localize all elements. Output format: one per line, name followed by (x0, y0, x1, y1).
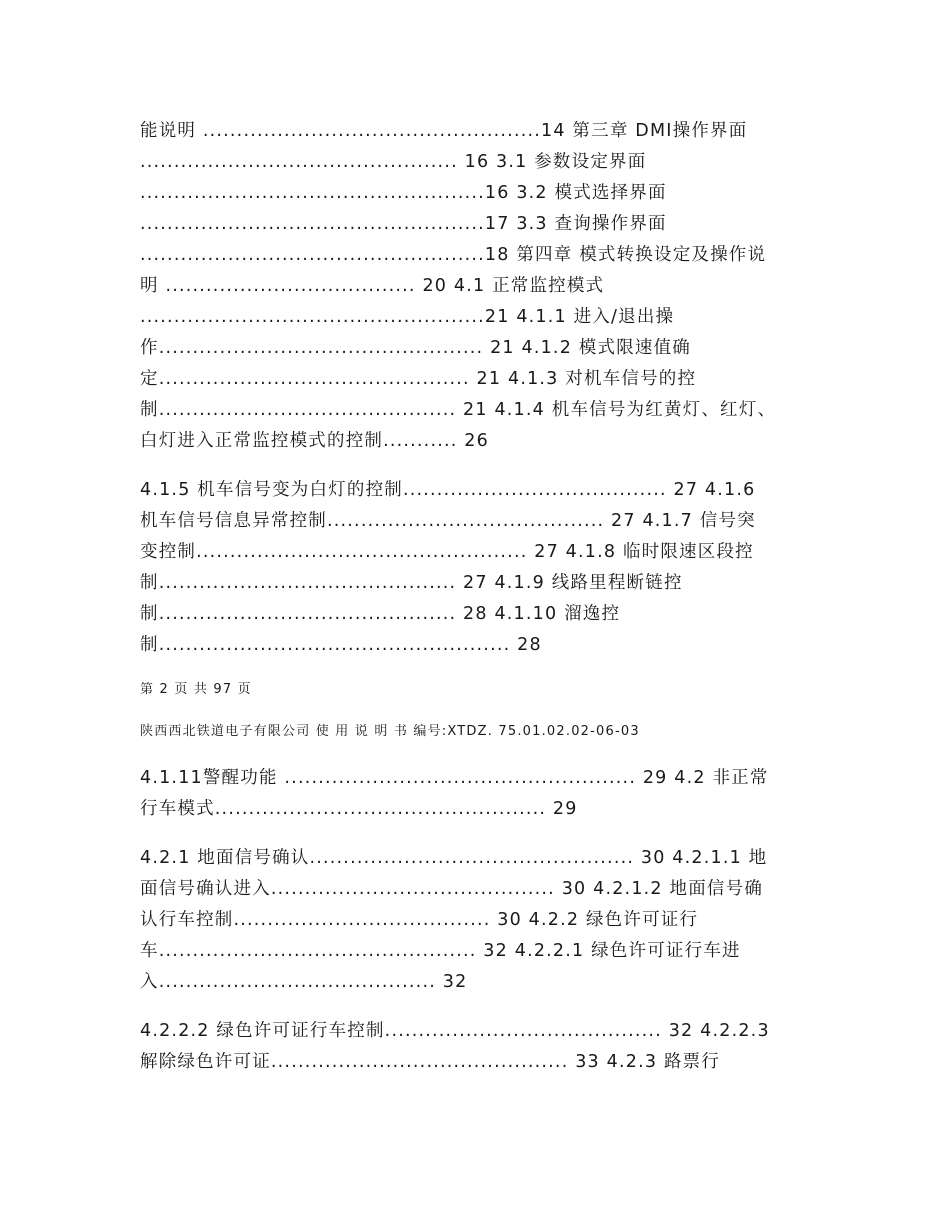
toc-line: 认行车控制...................................... 30 4.2.2 绿色许可证行 (140, 910, 699, 930)
toc-line: 能说明 ..................................................14 第三章 DMI操作界面 (140, 121, 748, 141)
page-number-footer: 第 2 页 共 97 页 (140, 682, 252, 697)
toc-block-3 (140, 763, 820, 825)
toc-line: 白灯进入正常监控模式的控制........... 26 (140, 431, 489, 451)
toc-line: ...................................................16 3.2 模式选择界面 (140, 183, 667, 203)
toc-line: 行车模式................................................. 29 (140, 799, 578, 819)
toc-line: 车............................................... 32 4.2.2.1 绿色许可证行车进 (140, 941, 741, 961)
toc-block-2 (140, 475, 820, 661)
toc-line: ............................................... 16 3.1 参数设定界面 (140, 152, 647, 172)
toc-line: 制............................................ 21 4.1.4 机车信号为红黄灯、红灯、 (140, 400, 777, 420)
toc-line: 定.............................................. 21 4.1.3 对机车信号的控 (140, 369, 697, 389)
toc-line: 入......................................... 32 (140, 972, 468, 992)
toc-line: ...................................................21 4.1.1 进入/退出操 (140, 307, 675, 327)
toc-line: 4.1.5 机车信号变为白灯的控制....................................... 27 4.1.6 (140, 480, 756, 500)
toc-line: 4.2.1 地面信号确认................................................ 30 4.2.1.1 地 (140, 848, 768, 868)
toc-block-4 (140, 843, 820, 998)
toc-line: 4.2.2.2 绿色许可证行车控制......................................... 32 4.2.2.3 (140, 1021, 770, 1041)
toc-line: 明 ..................................... 20 4.1 正常监控模式 (140, 276, 605, 296)
toc-line: 变控制................................................. 27 4.1.8 临时限速区段控 (140, 542, 754, 562)
toc-line: ...................................................18 第四章 模式转换设定及操作说 (140, 245, 767, 265)
toc-block-1 (140, 116, 820, 457)
toc-line: 制............................................ 27 4.1.9 线路里程断链控 (140, 573, 683, 593)
toc-line: 制............................................ 28 4.1.10 溜逸控 (140, 604, 621, 624)
toc-line: 机车信号信息异常控制......................................... 27 4.1.7 信号突 (140, 511, 756, 531)
toc-line: 4.1.11警醒功能 .................................................... 29 4.2 非正常 (140, 768, 769, 788)
toc-line: ...................................................17 3.3 查询操作界面 (140, 214, 667, 234)
toc-line: 解除绿色许可证............................................ 33 4.2.3 路票行 (140, 1052, 721, 1072)
document-header: 陕西西北铁道电子有限公司 使 用 说 明 书 编号:XTDZ. 75.01.02.02-06-03 (140, 724, 640, 739)
toc-block-5 (140, 1016, 820, 1078)
toc-line: 作................................................ 21 4.1.2 模式限速值确 (140, 338, 691, 358)
toc-line: 制.................................................... 28 (140, 635, 542, 655)
toc-line: 面信号确认进入.......................................... 30 4.2.1.2 地面信号确 (140, 879, 764, 899)
